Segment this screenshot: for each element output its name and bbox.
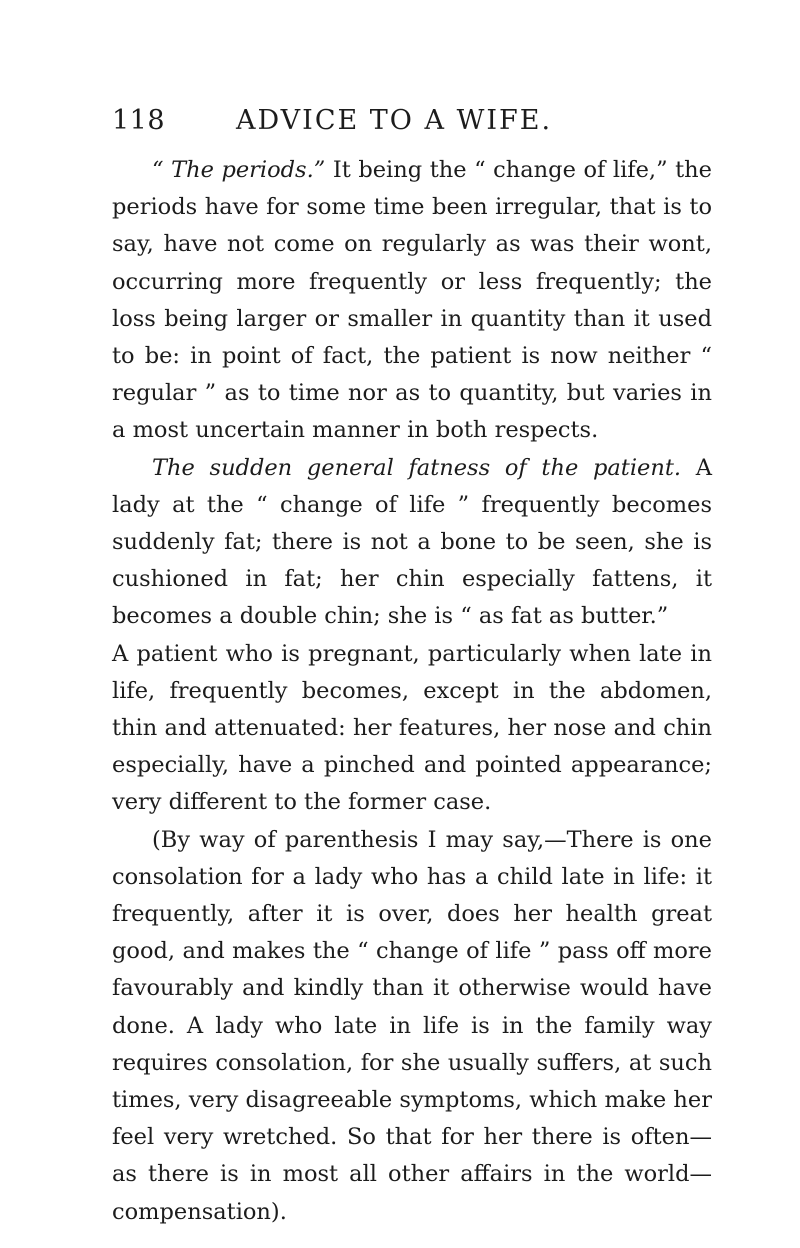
- paragraph-text: (By way of parenthesis I may say,—There is one consolation for a lady who has a child late in life: it frequently, after it is over, does her health great good, and makes the “ change of life ” pass off more favourably and kindly than it otherwise would have done. A lady who late in life is in the family way requires consolation, for she usually suffers, at such times, very disagreeable symptoms, which make her feel very wretched. So that for her there is often—as there is in most all other affairs in the world—compensation).: [112, 826, 712, 1225]
- paragraph-fatness: [112, 450, 712, 636]
- paragraph-periods: [112, 152, 712, 450]
- body-text: [112, 152, 712, 1231]
- page-number: 118: [112, 105, 166, 136]
- book-page: [112, 0, 712, 1248]
- paragraph-parenthesis: [112, 822, 712, 1231]
- paragraph-heading: The sudden general fatness of the patient.: [152, 454, 682, 481]
- paragraph-text: A patient who is pregnant, particularly when late in life, frequently becomes, except in the abdomen, thin and attenuated: her features, her nose and chin especially, have a pinched and pointed appearance; very different to the former case.: [112, 640, 712, 816]
- paragraph-heading: “ The periods.”: [152, 157, 326, 183]
- page-header: [112, 104, 712, 140]
- paragraph-pregnant: [112, 636, 712, 822]
- paragraph-text: It being the “ change of life,” the periods have for some time been irregular, that is to say, have not come on regularly as was their wont, occurring more frequently or less frequently; the loss being larger or smaller in quantity than it used to be: in point of fact, the patient is now neither “ regular ” as to time nor as to quantity, but varies in a most uncertain manner in both respects.: [112, 157, 712, 444]
- running-title: ADVICE TO A WIFE.: [236, 105, 553, 136]
- paragraph-text: A lady at the “ change of life ” frequently becomes suddenly fat; there is not a bone to be seen, she is cushioned in fat; her chin especially fattens, it becomes a double chin; she is “ as fat as butter.”: [112, 454, 712, 630]
